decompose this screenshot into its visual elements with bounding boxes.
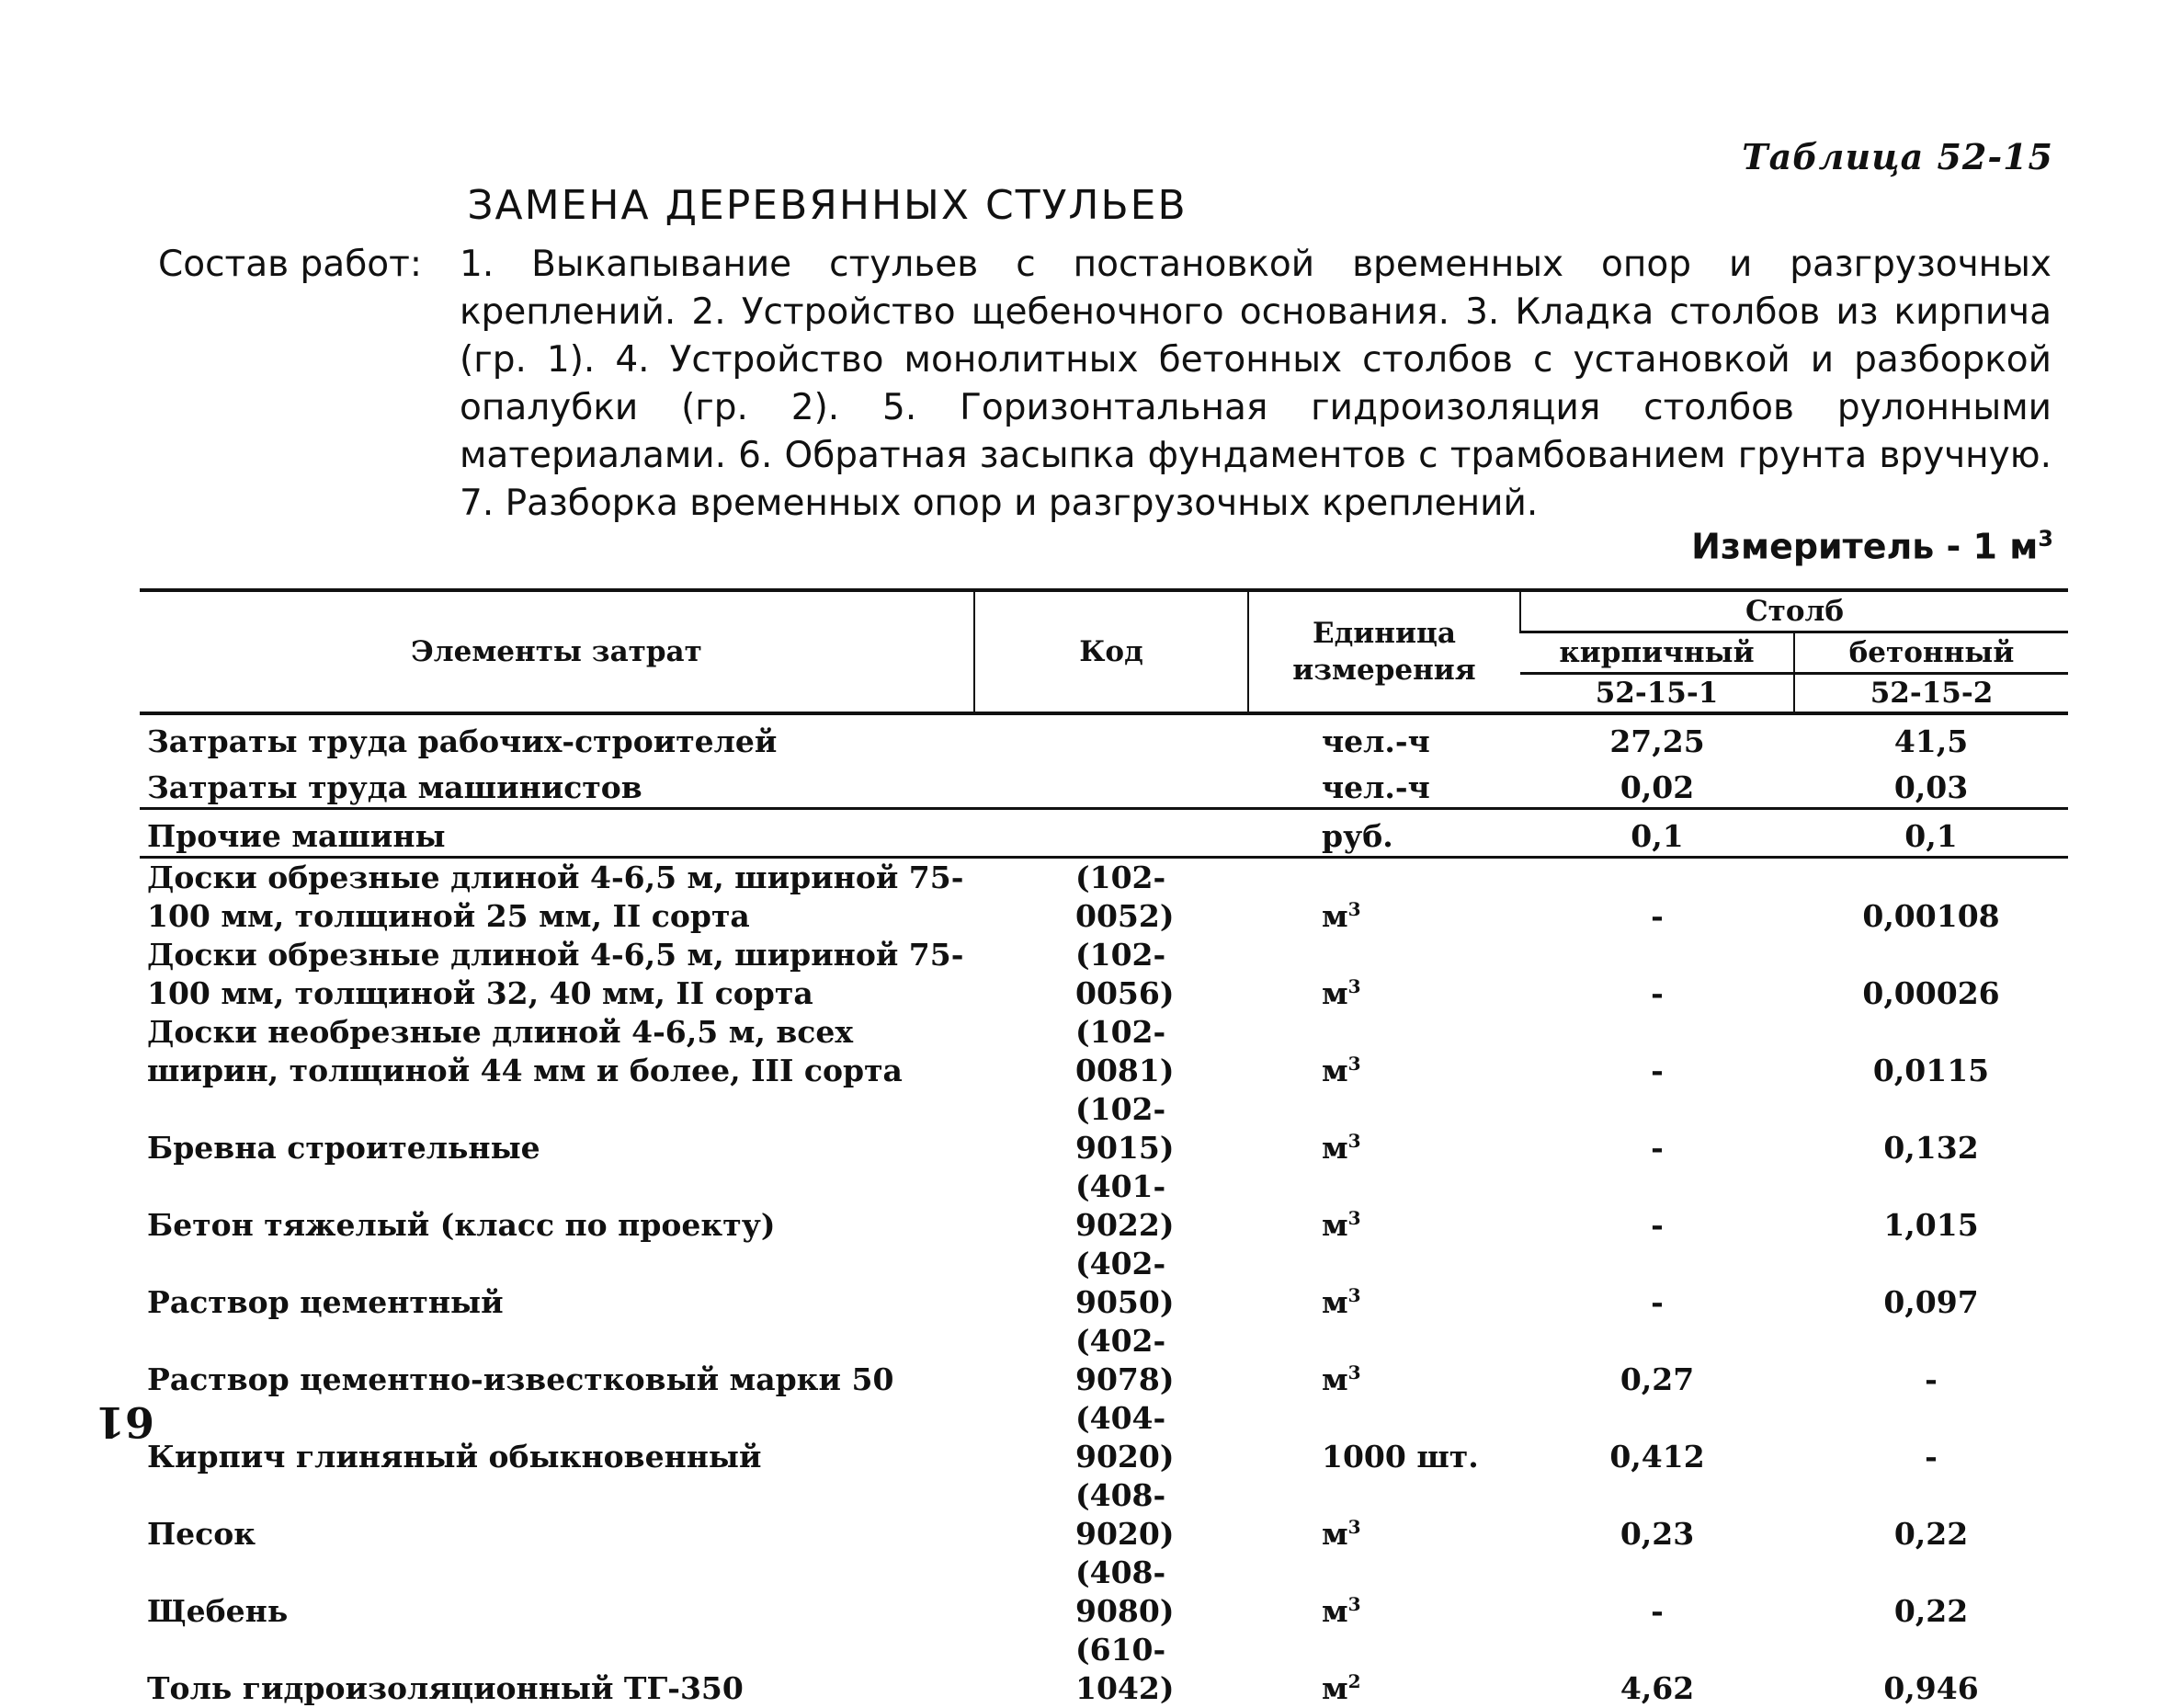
cell-element-text: Песок <box>147 1516 256 1552</box>
cell-unit <box>1248 1399 1520 1476</box>
cell-unit-text: м <box>1322 1053 1348 1088</box>
composition-label: Состав работ: <box>158 244 422 285</box>
cell-brick-text: 27,25 <box>1609 723 1705 759</box>
cell-code-text: (408-9020) <box>1075 1477 1175 1552</box>
cell-brick <box>1520 809 1794 858</box>
cell-code <box>974 1322 1248 1399</box>
table-row <box>140 858 2068 937</box>
cell-element-text: Затраты труда рабочих-строителей <box>147 723 778 759</box>
cell-concrete <box>1794 1090 2068 1167</box>
cell-element-text: Бетон тяжелый (класс по проекту) <box>147 1207 776 1243</box>
cell-code <box>974 1167 1248 1245</box>
cell-code <box>974 1245 1248 1322</box>
cell-brick-text: 0,412 <box>1609 1439 1705 1475</box>
cell-code <box>974 1554 1248 1631</box>
measurement-unit-sup: 3 <box>2038 526 2053 552</box>
cell-concrete <box>1794 1631 2068 1708</box>
cell-concrete-text: 0,097 <box>1883 1284 1979 1320</box>
cell-unit-text: м <box>1322 898 1348 934</box>
cell-code-text: (102-0052) <box>1075 860 1175 934</box>
cell-code <box>974 1399 1248 1476</box>
cell-code <box>974 713 1248 761</box>
cell-unit-sup: 3 <box>1347 975 1361 997</box>
cell-brick <box>1520 1013 1794 1090</box>
measurement-unit <box>1691 526 2053 567</box>
cell-code-text: (402-9078) <box>1075 1323 1175 1397</box>
header-code: Код <box>974 590 1248 713</box>
cell-element-text: Щебень <box>147 1593 289 1629</box>
cell-code <box>974 1631 1248 1708</box>
cell-element <box>140 1554 974 1631</box>
cell-brick <box>1520 713 1794 761</box>
cell-code <box>974 1476 1248 1554</box>
cell-concrete <box>1794 1399 2068 1476</box>
cell-element-text: Затраты труда машинистов <box>147 769 642 805</box>
cell-unit <box>1248 1245 1520 1322</box>
header-group: Столб <box>1520 590 2068 632</box>
cell-brick <box>1520 761 1794 809</box>
cell-code <box>974 936 1248 1013</box>
cell-concrete-text: 1,015 <box>1883 1207 1979 1243</box>
table-number: Таблица 52-15 <box>1742 136 2053 177</box>
cell-concrete-text: 0,03 <box>1893 769 1969 805</box>
cell-unit-text: м <box>1322 1284 1348 1320</box>
cell-unit <box>1248 761 1520 809</box>
cell-unit-sup: 3 <box>1347 1593 1361 1615</box>
table-row <box>140 1322 2068 1399</box>
table-row <box>140 761 2068 809</box>
cell-element <box>140 936 974 1013</box>
cell-element <box>140 1631 974 1708</box>
table-row <box>140 936 2068 1013</box>
cell-brick <box>1520 1399 1794 1476</box>
cell-element-text: Кирпич глиняный обыкновенный <box>147 1439 762 1475</box>
cell-unit-sup: 3 <box>1347 1130 1361 1152</box>
cell-element <box>140 1245 974 1322</box>
cell-code-text: (408-9080) <box>1075 1554 1175 1629</box>
header-col2-code: 52-15-2 <box>1794 674 2068 714</box>
table-row <box>140 1013 2068 1090</box>
cell-unit-text: м <box>1322 1207 1348 1243</box>
cell-concrete-text: 41,5 <box>1893 723 1969 759</box>
cell-unit-sup: 3 <box>1347 898 1361 920</box>
header-unit: Единица измерения <box>1248 590 1520 713</box>
table-row <box>140 1476 2068 1554</box>
table-row <box>140 1399 2068 1476</box>
cell-concrete-text: 0,00026 <box>1862 975 2000 1011</box>
cell-unit-text: м <box>1322 1593 1348 1629</box>
cell-unit <box>1248 1631 1520 1708</box>
cell-code <box>974 1013 1248 1090</box>
cell-brick <box>1520 1167 1794 1245</box>
cell-brick-text: - <box>1651 1053 1664 1088</box>
cell-unit-text: 1000 шт. <box>1322 1439 1479 1475</box>
cell-element <box>140 858 974 937</box>
composition-text: 1. Выкапывание стульев с постановкой временных опор и разгрузочных креплений. 2. Устройство щебеночного основания. 3. Кладка столбов из кирпича (гр. 1). 4. Устройство монолитных бетонных столбов с установкой и разборкой опалубки (гр. 2). 5. Горизонтальная гидроизоляция столбов рулонными материалами. 6. Обратная засыпка фундаментов с трамбованием грунта вручную. 7. Разборка временных опор и разгрузочных креплений. <box>460 244 2052 524</box>
cell-brick-text: - <box>1651 1593 1664 1629</box>
cell-concrete-text: 0,946 <box>1883 1670 1979 1706</box>
table-row <box>140 1245 2068 1322</box>
cell-brick <box>1520 1631 1794 1708</box>
cell-brick-text: 0,02 <box>1620 769 1695 805</box>
cell-concrete <box>1794 858 2068 937</box>
cell-brick <box>1520 1322 1794 1399</box>
cell-element-text: Доски обрезные длиной 4-6,5 м, шириной 75-100 мм, толщиной 32, 40 мм, II сорта <box>147 937 964 1011</box>
cell-concrete <box>1794 1245 2068 1322</box>
cell-brick-text: 0,23 <box>1620 1516 1695 1552</box>
cell-element <box>140 761 974 809</box>
cell-code-text: (401-9022) <box>1075 1168 1175 1243</box>
cell-element <box>140 1167 974 1245</box>
cell-concrete <box>1794 1554 2068 1631</box>
cell-concrete-text: 0,1 <box>1904 818 1958 854</box>
cell-element-text: Доски необрезные длиной 4-6,5 м, всех ширин, толщиной 44 мм и более, III сорта <box>147 1014 903 1088</box>
cost-table <box>140 588 2068 1708</box>
cell-element-text: Раствор цементно-известковый марки 50 <box>147 1361 894 1397</box>
cell-unit-text: м <box>1322 1361 1348 1397</box>
cell-code-text: (402-9050) <box>1075 1246 1175 1320</box>
table-body <box>140 713 2068 1708</box>
cell-unit <box>1248 1476 1520 1554</box>
cell-unit-text: м <box>1322 975 1348 1011</box>
cell-unit-text: м <box>1322 1130 1348 1166</box>
cell-element <box>140 1476 974 1554</box>
page-title: ЗАМЕНА ДЕРЕВЯННЫХ СТУЛЬЕВ <box>467 182 1188 229</box>
cell-concrete <box>1794 809 2068 858</box>
cell-code-text: (102-9015) <box>1075 1091 1175 1166</box>
header-elements: Элементы затрат <box>140 590 974 713</box>
cell-element-text: Толь гидроизоляционный ТГ-350 <box>147 1670 744 1706</box>
cell-concrete-text: - <box>1925 1361 1938 1397</box>
cell-brick-text: - <box>1651 1130 1664 1166</box>
measurement-unit-text: Измеритель - 1 м <box>1691 526 2039 567</box>
cell-unit <box>1248 713 1520 761</box>
cell-code <box>974 809 1248 858</box>
cell-unit-text: руб. <box>1322 818 1393 854</box>
cell-element <box>140 1090 974 1167</box>
cell-code-text: (102-0056) <box>1075 937 1175 1011</box>
cell-concrete-text: 0,22 <box>1893 1593 1969 1629</box>
cell-element-text: Прочие машины <box>147 818 446 854</box>
cell-unit <box>1248 809 1520 858</box>
cell-element-text: Доски обрезные длиной 4-6,5 м, шириной 75-100 мм, толщиной 25 мм, II сорта <box>147 860 964 934</box>
cell-unit-text: чел.-ч <box>1322 723 1430 759</box>
cell-unit <box>1248 1013 1520 1090</box>
cell-element-text: Бревна строительные <box>147 1130 540 1166</box>
cell-unit <box>1248 858 1520 937</box>
cell-brick-text: - <box>1651 1284 1664 1320</box>
cell-unit-text: м <box>1322 1516 1348 1552</box>
cell-unit <box>1248 1554 1520 1631</box>
cell-brick-text: - <box>1651 898 1664 934</box>
cell-brick <box>1520 936 1794 1013</box>
header-col1-code: 52-15-1 <box>1520 674 1794 714</box>
cell-concrete-text: 0,132 <box>1883 1130 1979 1166</box>
work-composition <box>158 241 2052 528</box>
cell-element <box>140 1399 974 1476</box>
table-row <box>140 1554 2068 1631</box>
cell-concrete <box>1794 761 2068 809</box>
table-row <box>140 713 2068 761</box>
cell-brick-text: 0,27 <box>1620 1361 1695 1397</box>
cell-code <box>974 858 1248 937</box>
cell-concrete-text: 0,0115 <box>1872 1053 1990 1088</box>
cell-brick-text: - <box>1651 1207 1664 1243</box>
table-row <box>140 809 2068 858</box>
cell-unit-text: чел.-ч <box>1322 769 1430 805</box>
cell-brick <box>1520 858 1794 937</box>
table-row <box>140 1090 2068 1167</box>
cell-concrete <box>1794 1476 2068 1554</box>
cell-unit-text: м <box>1322 1670 1348 1706</box>
cell-unit-sup: 3 <box>1347 1284 1361 1306</box>
cell-code <box>974 1090 1248 1167</box>
table-row <box>140 1631 2068 1708</box>
cell-unit <box>1248 1167 1520 1245</box>
cell-code-text: (404-9020) <box>1075 1400 1175 1475</box>
cell-brick <box>1520 1090 1794 1167</box>
cell-brick-text: - <box>1651 975 1664 1011</box>
cell-element-text: Раствор цементный <box>147 1284 504 1320</box>
header-col1: кирпичный <box>1520 632 1794 674</box>
header-col2: бетонный <box>1794 632 2068 674</box>
cell-concrete-text: 0,22 <box>1893 1516 1969 1552</box>
cell-unit-sup: 3 <box>1347 1207 1361 1229</box>
cell-unit <box>1248 1322 1520 1399</box>
cell-brick <box>1520 1554 1794 1631</box>
cell-element <box>140 713 974 761</box>
page-number: 61 <box>96 1397 155 1447</box>
cell-concrete <box>1794 936 2068 1013</box>
cell-unit-sup: 3 <box>1347 1053 1361 1075</box>
cell-unit-sup: 3 <box>1347 1516 1361 1538</box>
cell-brick <box>1520 1245 1794 1322</box>
cell-concrete <box>1794 1013 2068 1090</box>
cell-concrete-text: 0,00108 <box>1862 898 2000 934</box>
cell-concrete <box>1794 713 2068 761</box>
cell-element <box>140 809 974 858</box>
cell-unit-sup: 2 <box>1347 1670 1361 1692</box>
cell-concrete-text: - <box>1925 1439 1938 1475</box>
cell-element <box>140 1322 974 1399</box>
cell-brick <box>1520 1476 1794 1554</box>
cell-element <box>140 1013 974 1090</box>
cell-code-text: (102-0081) <box>1075 1014 1175 1088</box>
cell-concrete <box>1794 1322 2068 1399</box>
cell-brick-text: 0,1 <box>1631 818 1684 854</box>
cell-code <box>974 761 1248 809</box>
cell-unit <box>1248 1090 1520 1167</box>
table-row <box>140 1167 2068 1245</box>
cell-concrete <box>1794 1167 2068 1245</box>
cell-unit-sup: 3 <box>1347 1361 1361 1383</box>
cell-unit <box>1248 936 1520 1013</box>
cell-code-text: (610-1042) <box>1075 1632 1175 1706</box>
cell-brick-text: 4,62 <box>1620 1670 1695 1706</box>
